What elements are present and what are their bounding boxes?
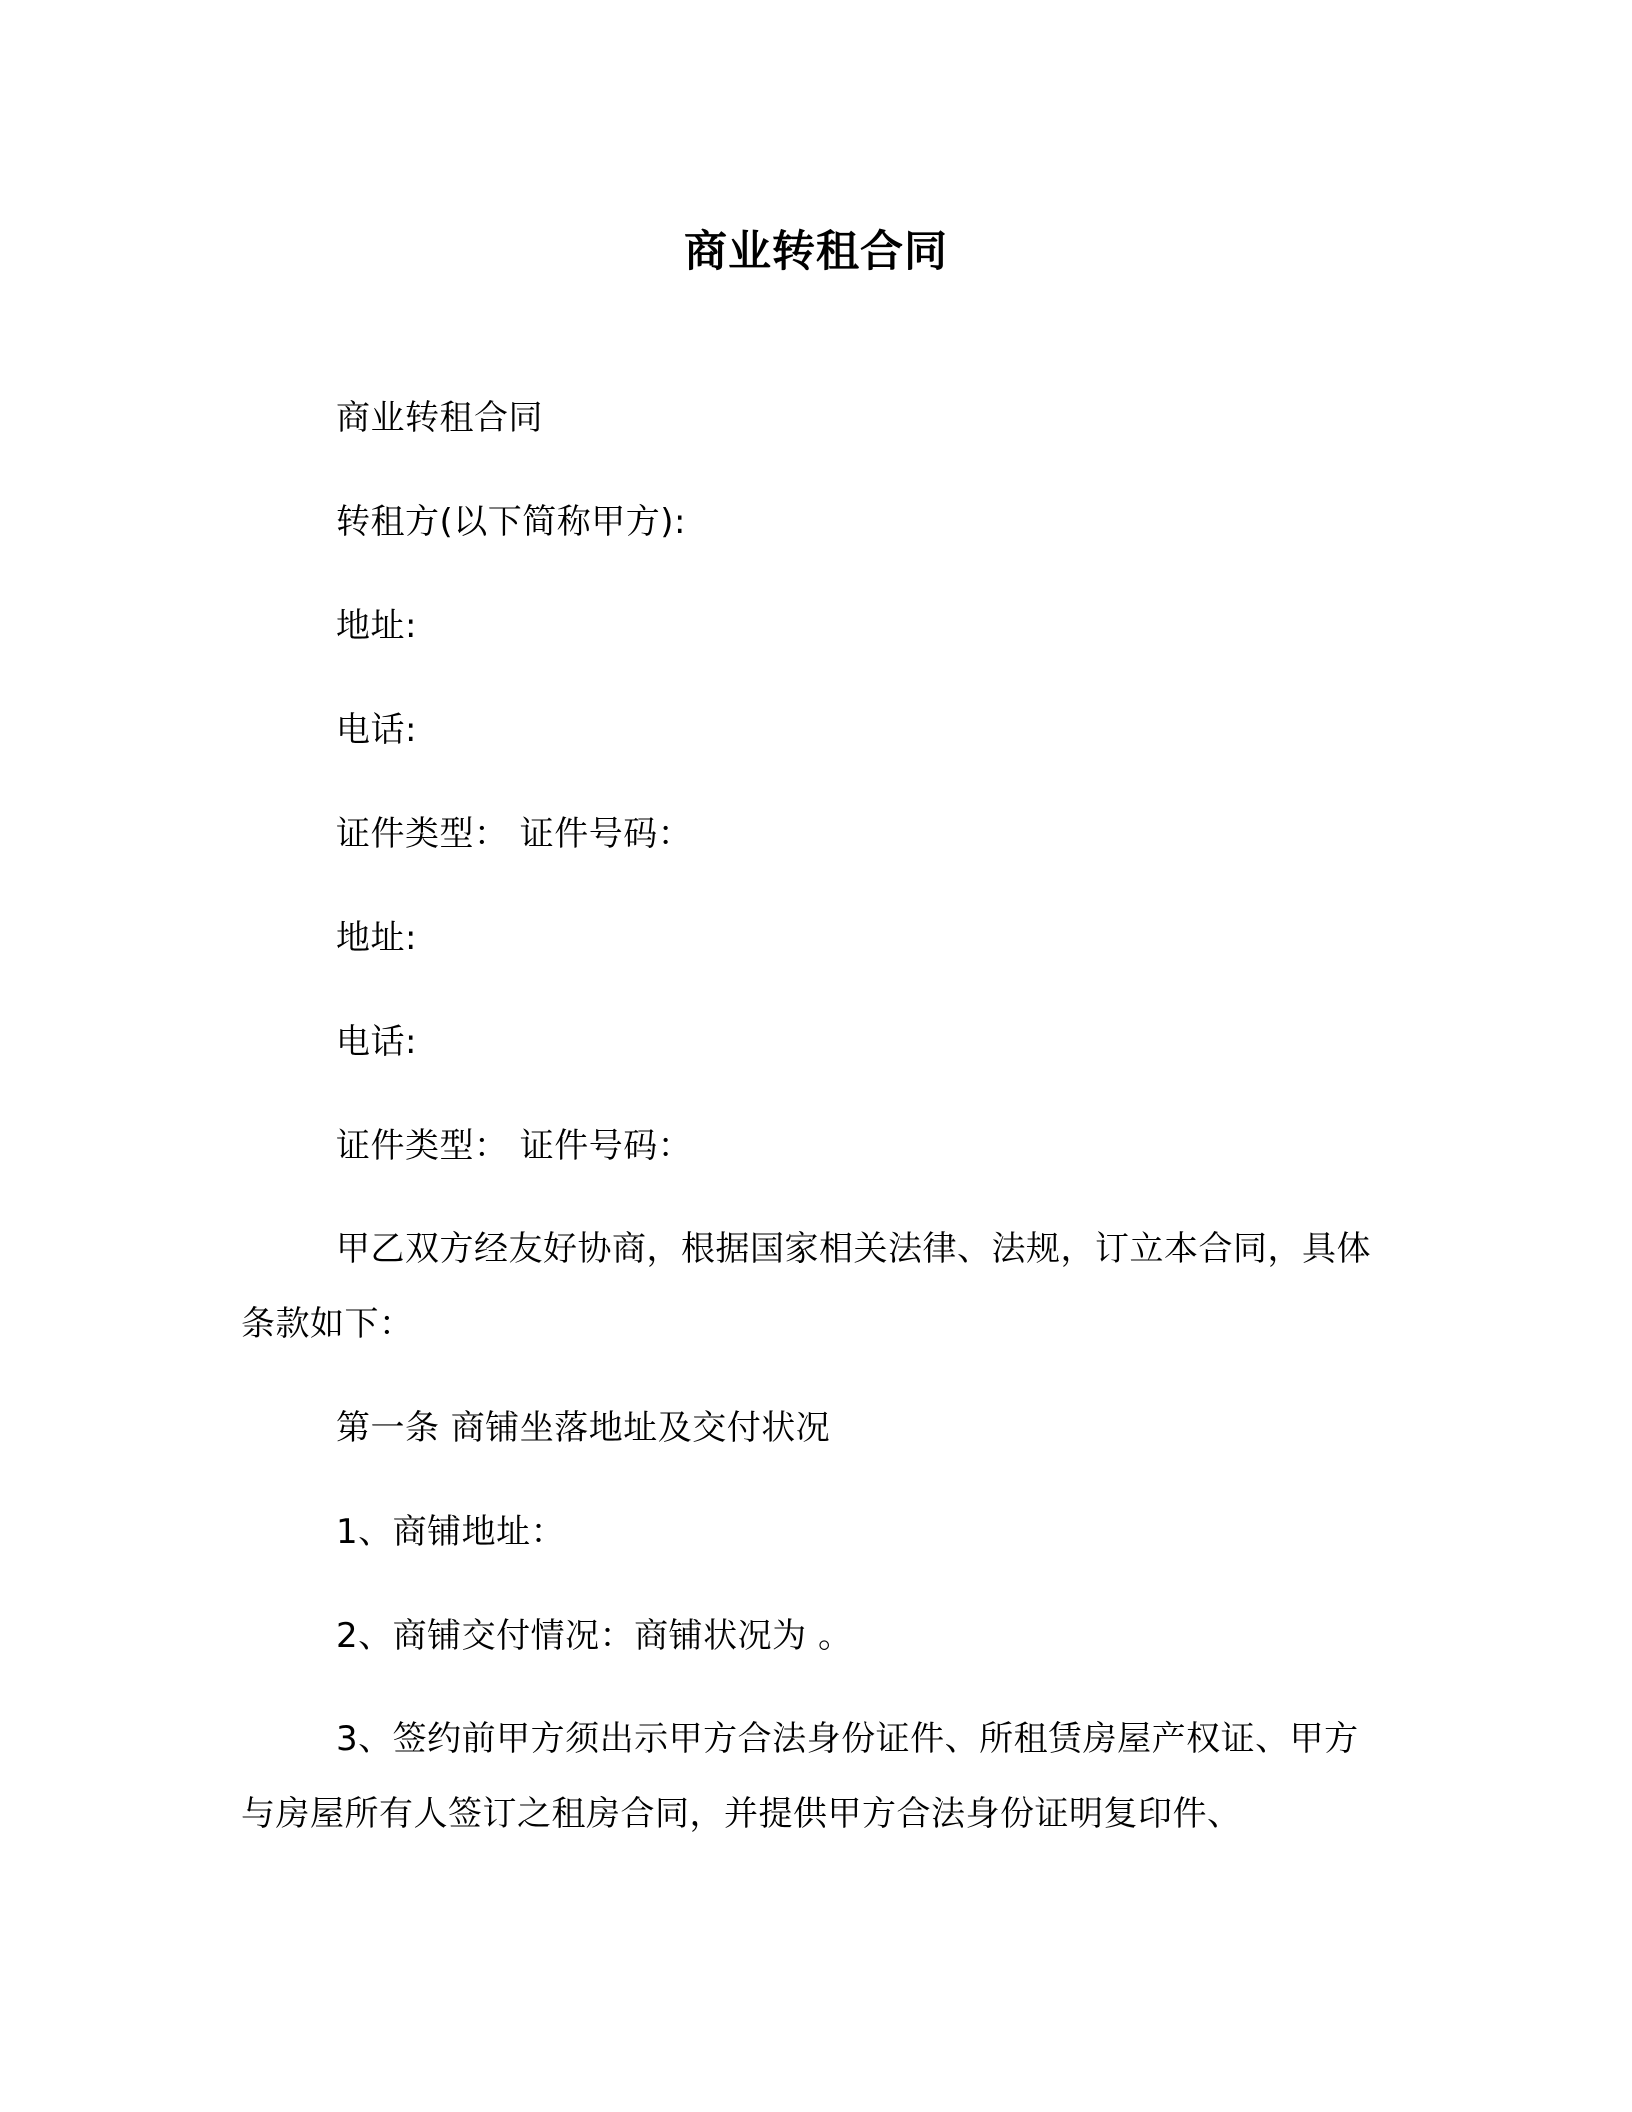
paragraph-agreement-intro: 甲乙双方经友好协商，根据国家相关法律、法规，订立本合同，具体条款如下： [241, 1229, 1371, 1344]
paragraph-id-b: 证件类型： 证件号码： [336, 1126, 693, 1166]
document-title: 商业转租合同 [684, 227, 948, 277]
paragraph-contract-name: 商业转租合同 [336, 398, 543, 438]
paragraph-phone-a: 电话: [336, 710, 417, 750]
document-body [241, 392, 1381, 1892]
paragraph-address-b: 地址: [336, 918, 417, 958]
paragraph-signing-docs: 3、签约前甲方须出示甲方合法身份证件、所租赁房屋产权证、甲方与房屋所有人签订之租房合同，并提供甲方合法身份证明复印件、 [241, 1719, 1359, 1834]
paragraph-article-one: 第一条 商铺坐落地址及交付状况 [336, 1408, 831, 1448]
paragraph-shop-address: 1、商铺地址： [336, 1512, 566, 1552]
paragraph-address-a: 地址: [336, 606, 417, 646]
paragraph-sublessor: 转租方(以下简称甲方): [336, 502, 686, 542]
paragraph-phone-b: 电话: [336, 1022, 417, 1062]
paragraph-shop-delivery: 2、商铺交付情况：商铺状况为 。 [336, 1616, 853, 1656]
paragraph-id-a: 证件类型： 证件号码： [336, 814, 693, 854]
